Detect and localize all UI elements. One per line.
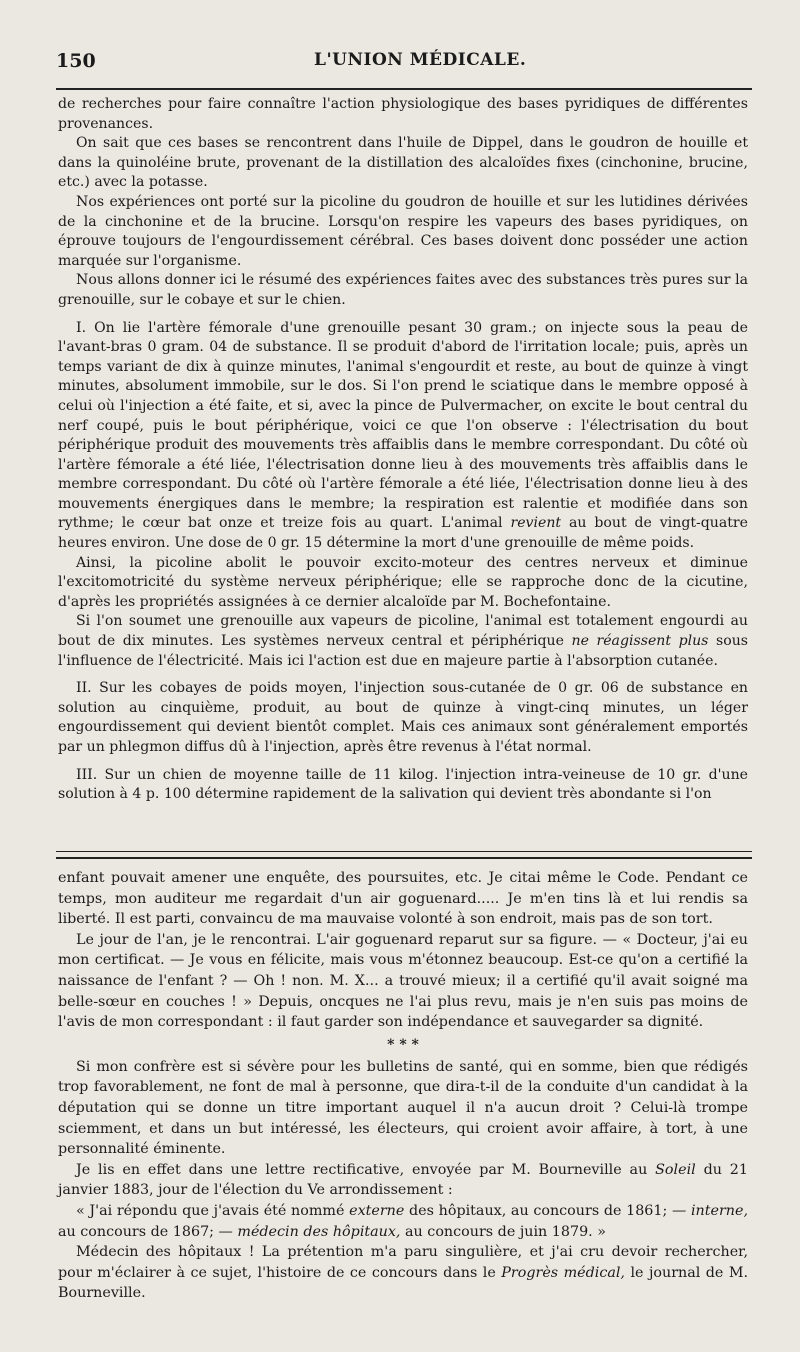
italic-run: interne, — [690, 1202, 748, 1219]
paragraph: Nos expériences ont porté sur la picoline du goudron de houille et sur les lutidines dérivées de la cinchonine et de la brucine. Lorsqu'on respire les vapeurs des bases pyridiques, on éprouve toujours de l'engourdissement cérébral. Ces bases doivent donc posséder une action marquée sur l'organisme. — [58, 193, 748, 269]
paragraph-section-1 — [58, 319, 748, 554]
italic-run: externe — [349, 1202, 405, 1219]
section-stars: * * * — [387, 1036, 419, 1053]
text-run: Je lis en effet dans une lettre rectificative, envoyée par M. Bourneville au — [76, 1161, 648, 1178]
paragraph — [58, 1242, 748, 1304]
running-title: L'UNION MÉDICALE. — [314, 50, 527, 70]
quotation — [58, 1201, 748, 1242]
paragraph: On sait que ces bases se rencontrent dans l'huile de Dippel, dans le goudron de houille et dans la quinoléine brute, provenant de la distillation des alcaloïdes fixes (cinchonine, brucine, etc.) avec la potasse. — [58, 135, 748, 191]
text-run: Médecin des hôpitaux ! La prétention m'a paru singulière, et j'ai cru devoir rechercher, pour m'éclairer à ce sujet, l'histoire de ce concours dans le — [58, 1244, 748, 1281]
page-header — [56, 50, 752, 76]
paragraph — [58, 612, 748, 671]
feuilleton-separator — [56, 851, 752, 859]
page-number: 150 — [56, 50, 96, 72]
text-run: le journal de M. Bourneville. — [58, 1264, 749, 1302]
paragraph-section-3: III. Sur un chien de moyenne taille de 11 kilog. l'injection intra-veineuse de 10 gr. d'une solution à 4 p. 100 détermine rapidement de la salivation qui devient très abondante si l'on — [58, 766, 748, 803]
text-run: au bout de vingt-quatre heures environ. Une dose de 0 gr. 15 détermine la mort d'une grenouille de même poids. — [58, 515, 749, 552]
italic-run: médecin des hôpitaux, — [237, 1223, 401, 1240]
paragraph: enfant pouvait amener une enquête, des poursuites, etc. Je citai même le Code. Pendant ce temps, mon auditeur me regardait d'un air goguenard..... Je m'en tins là et lui rendis sa liberté. Il est parti, convaincu de ma mauvaise volonté à son endroit, mais pas de son tort. — [58, 870, 748, 928]
text-run: Si l'on soumet une grenouille aux vapeurs de picoline, l'animal est totalement engourdi au bout de dix minutes. Les systèmes nerveux central et périphérique — [58, 613, 748, 650]
paragraph — [58, 1160, 748, 1201]
text-run: I. On lie l'artère fémorale d'une grenouille pesant 30 gram.; on injecte sous la peau de l'avant-bras 0 gram. 04 de substance. Il se produit d'abord de l'irritation locale; puis, après un temps variant de dix à quinze minutes, l'animal s'engourdit et reste, au bout de quinze à vingt minutes, absolument immobile, sur le dos. Si l'on prend le sciatique dans le membre opposé à celui où l'injection a été faite, et si, avec la pince de Pulvermacher, on excite le bout central du nerf coupé, puis le bout périphérique, voici ce que l'on observe : l'électrisation du bout périphérique produit des mouvements très affaiblis dans le membre correspondant. Du côté où l'artère fémorale a été liée, l'électrisation donne lieu à des mouvements très affaiblis dans le membre correspondant. Du côté où l'artère fémorale a été liée, l'électrisation donne lieu à des mouvements énergiques dans le membre; la respiration est ralentie et modifiée dans son rythme; le cœur bat onze et treize fois au quart. L'animal — [58, 319, 748, 532]
text-run: des hôpitaux, au concours de 1861; — — [409, 1202, 687, 1219]
italic-run: Soleil — [655, 1161, 696, 1178]
text-run: du 21 janvier 1883, jour de l'élection du Ve arrondissement : — [58, 1161, 748, 1199]
text-run: sous l'influence de l'électricité. Mais ici l'action est due en majeure partie à l'absorption cutanée. — [58, 633, 749, 669]
paragraph: Si mon confrère est si sévère pour les bulletins de santé, qui en somme, bien que rédigés trop favorablement, ne font de mal à personne, que dira-t-il de la conduite d'un candidat à la députation qui se donne un titre important auquel il n'a aucun droit ? Celui-là trompe sciemment, et dans un but intéressé, les électeurs, qui croient avoir affaire, à tort, à une personnalité éminente. — [58, 1058, 748, 1158]
paragraph: Ainsi, la picoline abolit le pouvoir excito-moteur des centres nerveux et diminue l'excitomotricité du système nerveux périphérique; elle se rapproche donc de la cicutine, d'après les propriétés assignées à ce dernier alcaloïde par M. Bochefontaine. — [58, 554, 748, 610]
text-run: au concours de juin 1879. » — [405, 1223, 607, 1240]
feuilleton-column — [58, 868, 748, 1304]
italic-run: ne réagissent plus — [571, 633, 709, 650]
article-column — [58, 95, 748, 805]
header-rule — [56, 88, 752, 90]
italic-run: revient — [510, 515, 562, 532]
paragraph: Le jour de l'an, je le rencontrai. L'air goguenard reparut sur sa figure. — « Docteur, j'ai eu mon certificat. — Je vous en félicite, mais vous m'étonnez beaucoup. Est-ce qu'on a certifié la naissance de l'enfant ? — Oh ! non. M. X... a trouvé mieux; il a certifié qu'il avait soigné ma belle-sœur en couches ! » Depuis, oncques ne l'ai plus revu, mais je n'en suis pas moins de l'avis de mon correspondant : il faut garder son indépendance et sauvegarder sa dignité. — [58, 931, 748, 1031]
paragraph-section-2: II. Sur les cobayes de poids moyen, l'injection sous-cutanée de 0 gr. 06 de substance en solution au cinquième, produit, au bout de quinze à vingt-cinq minutes, un léger engourdissement qui devient bientôt complet. Mais ces animaux sont généralement emportés par un phlegmon diffus dû à l'injection, après être revenus à l'état normal. — [58, 680, 748, 755]
paragraph: de recherches pour faire connaître l'action physiologique des bases pyridiques de différentes provenances. — [58, 96, 748, 132]
italic-run: Progrès médical, — [501, 1264, 625, 1281]
text-run: au concours de 1867; — — [58, 1223, 233, 1240]
text-run: « J'ai répondu que j'avais été nommé — [76, 1202, 345, 1219]
paragraph: Nous allons donner ici le résumé des expériences faites avec des substances très pures sur la grenouille, sur le cobaye et sur le chien. — [58, 272, 748, 308]
